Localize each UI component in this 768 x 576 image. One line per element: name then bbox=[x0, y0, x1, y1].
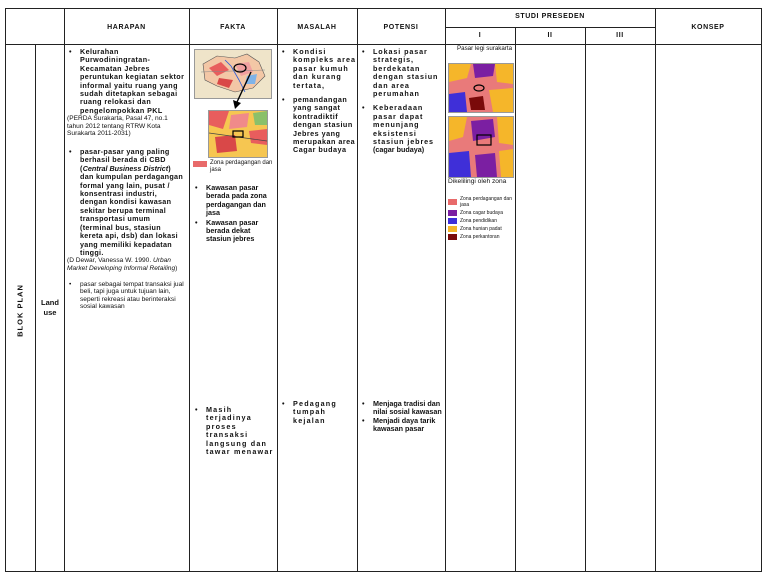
table-border-bottom bbox=[5, 571, 762, 572]
preseden-sub-divider bbox=[445, 27, 655, 28]
legend-swatch-perdagangan bbox=[193, 161, 207, 167]
header-preseden-1: I bbox=[478, 32, 482, 39]
harapan-item-3: • pasar sebagai tempat transaksi jual beli, tapi juga untuk tujuan lain, seperti rekreasi atau berinteraksi sosial kawasan bbox=[67, 281, 185, 311]
header-preseden-2: II bbox=[547, 32, 553, 39]
preseden-legend-item: Zona pendidikan bbox=[448, 218, 516, 224]
fakta-legend bbox=[193, 160, 277, 174]
header-fakta: FAKTA bbox=[220, 24, 246, 31]
fakta-cell bbox=[193, 184, 275, 250]
potensi-item-4: • Menjadi daya tarik kawasan pasar bbox=[360, 417, 443, 434]
col-line bbox=[189, 8, 190, 572]
col-line bbox=[357, 8, 358, 572]
fakta-legend-label: Zona perdagangan dan jasa bbox=[210, 160, 273, 173]
preseden-legend bbox=[448, 196, 516, 242]
harapan-ref-1: (PERDA Surakarta, Pasal 47, no.1 tahun 2012 tentang RTRW Kota Surakarta 2011-2031) bbox=[67, 115, 168, 138]
col-line bbox=[277, 8, 278, 572]
header-studi-preseden: STUDI PRESEDEN bbox=[515, 13, 585, 20]
row-label-land-use: Land use bbox=[41, 298, 59, 317]
preseden-legend-item: Zona cagar budaya bbox=[448, 210, 516, 216]
col-line bbox=[585, 27, 586, 572]
header-konsep: KONSEP bbox=[691, 24, 725, 31]
header-harapan: HARAPAN bbox=[107, 24, 146, 31]
legend-swatch bbox=[448, 218, 457, 224]
legend-swatch bbox=[448, 226, 457, 232]
fakta-item-1: • Kawasan pasar berada pada zona perdagangan dan jasa bbox=[193, 184, 275, 218]
harapan-item-1: • Kelurahan Purwodiningratan-Kecamatan Jebres peruntukan kegiatan sektor informal yaitu ruang yang sudah ditetapkan sebagai ruang relokasi dan pengelompokkan PKL (PERDA Surakarta, Pasal 47, no.1 tahun 2012 tentang RTRW Kota Surakarta 2011-2031) bbox=[67, 48, 185, 138]
col-line bbox=[655, 8, 656, 572]
fakta-item-3: • Masih terjadinya proses transaksi langsung dan tawar menawar bbox=[193, 406, 275, 456]
header-masalah: MASALAH bbox=[297, 24, 337, 31]
masalah-cell bbox=[280, 48, 356, 161]
legend-swatch bbox=[448, 210, 457, 216]
col-line bbox=[5, 8, 6, 572]
preseden-legend-item: Zona perkantoran bbox=[448, 234, 516, 240]
potensi-cell-2 bbox=[360, 400, 443, 440]
legend-swatch bbox=[448, 199, 457, 205]
masalah-item-3: • Pedagang tumpah kejalan bbox=[280, 400, 356, 425]
col-line bbox=[761, 8, 762, 572]
potensi-item-3: • Menjaga tradisi dan nilai sosial kawasan bbox=[360, 400, 443, 417]
legend-swatch bbox=[448, 234, 457, 240]
arrow-icon bbox=[225, 70, 255, 110]
harapan-item-2: • pasar-pasar yang paling berhasil berada di CBD (Central Business District) dan kumpulan perdagangan formal yang lain, pusat / konsentrasi industri, dengan kondisi kawasan sekitar berupa terminal transportasi umum (terminal bus, stasiun kereta api, dsb) dan lokasi yang memiliki kepadatan tinggi. (D Dewar, Vanessa W. 1990. Urban Market Developing Informal Retailing) bbox=[67, 148, 185, 272]
preseden-map-1 bbox=[448, 63, 514, 113]
masalah-cell-2 bbox=[280, 400, 356, 431]
masalah-item-2: • pemandangan yang sangat kontradiktif dengan stasiun Jebres yang merupakan area Cagar budaya bbox=[280, 96, 356, 155]
preseden-legend-item: Zona perdagangan dan jasa bbox=[448, 196, 516, 208]
header-potensi: POTENSI bbox=[383, 24, 419, 31]
potensi-item-2: • Keberadaan pasar dapat menunjang eksistensi stasiun jebres (cagar budaya) bbox=[360, 104, 443, 154]
col-line bbox=[64, 8, 65, 572]
col-line bbox=[445, 8, 446, 572]
preseden-map-2-drawing bbox=[449, 117, 513, 177]
preseden-legend-item: Zona hunian padat bbox=[448, 226, 516, 232]
header-divider bbox=[5, 44, 762, 45]
fakta-zoom-drawing bbox=[209, 111, 267, 157]
harapan-ref-2: (D Dewar, Vanessa W. 1990. Urban Market Developing Informal Retailing) bbox=[67, 257, 178, 272]
fakta-item-2: • Kawasan pasar berada dekat stasiun jebres bbox=[193, 219, 275, 244]
preseden-caption: Pasar legi surakarta bbox=[457, 45, 513, 52]
potensi-cell bbox=[360, 48, 443, 161]
harapan-cell bbox=[67, 48, 185, 317]
preseden-map-1-drawing bbox=[449, 64, 513, 112]
table-border-top bbox=[5, 8, 762, 9]
masalah-item-1: • Kondisi kompleks area pasar kumuh dan kurang tertata, bbox=[280, 48, 356, 90]
row-label-blok-plan: BLOK PLAN bbox=[15, 284, 25, 337]
col-line bbox=[515, 27, 516, 572]
fakta-cell-2 bbox=[193, 406, 275, 462]
potensi-item-1: • Lokasi pasar strategis, berdekatan dengan stasiun dan area perumahan bbox=[360, 48, 443, 98]
fakta-zoom-map-image bbox=[208, 110, 268, 158]
preseden-map-2 bbox=[448, 116, 514, 178]
header-preseden-3: III bbox=[616, 32, 624, 39]
blok-plan-table bbox=[5, 8, 762, 572]
preseden-note: Dikelilingi oleh zona bbox=[448, 178, 507, 185]
